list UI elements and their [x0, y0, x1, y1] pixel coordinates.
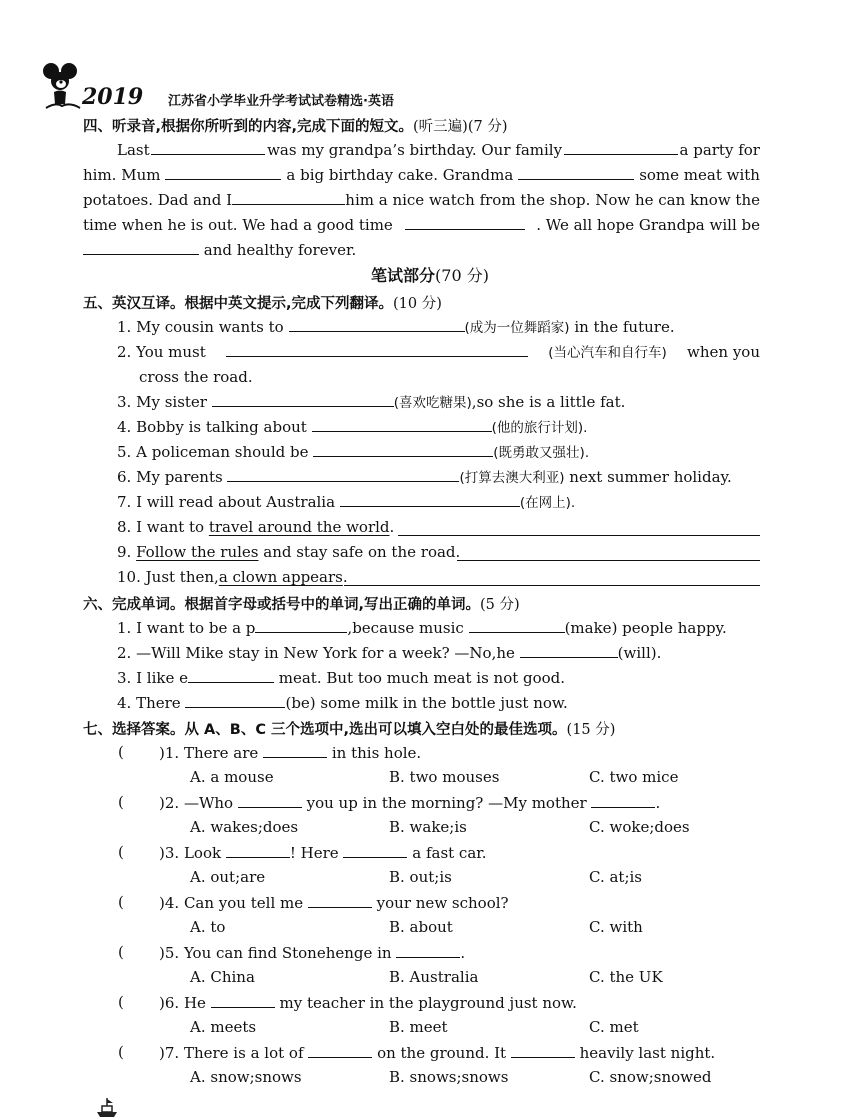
mouse-mascot-icon: [40, 62, 88, 110]
option-c[interactable]: C. woke;does: [589, 818, 690, 836]
question-text: I want to: [136, 518, 209, 536]
answer-blank[interactable]: [405, 215, 525, 230]
option-c[interactable]: C. the UK: [589, 968, 663, 986]
question-text: a clown appears: [218, 568, 343, 586]
translation-item-6: [117, 467, 732, 488]
question-text: Just then,: [145, 568, 219, 586]
passage-text: a party for: [679, 141, 760, 159]
answer-blank: [591, 793, 655, 808]
translation-item-10: [117, 567, 348, 587]
option-a[interactable]: A. a mouse: [190, 768, 274, 786]
answer-paren[interactable]: (: [118, 743, 124, 761]
question-text: 9.: [117, 543, 132, 561]
question-text: You must: [136, 343, 206, 361]
question-text: )7.: [159, 1044, 180, 1062]
page-header: [40, 62, 400, 110]
section-6-heading: [83, 593, 520, 614]
choice-question-1: [159, 743, 421, 763]
header-year: 2019: [82, 84, 144, 110]
option-b[interactable]: B. meet: [389, 1018, 448, 1036]
answer-blank: [511, 1043, 575, 1058]
question-text: 10.: [117, 568, 141, 586]
answer-blank: [308, 1043, 372, 1058]
option-c[interactable]: C. two mice: [589, 768, 679, 786]
question-text: ,because music: [347, 619, 464, 637]
translation-item-7: [117, 492, 575, 513]
word-item-4: [117, 693, 568, 713]
answer-blank[interactable]: [564, 140, 678, 155]
passage-text: a big birthday cake. Grandma: [286, 166, 514, 184]
translation-item-1: [117, 317, 675, 338]
choice-question-2: [159, 793, 660, 813]
answer-blank[interactable]: [232, 190, 345, 205]
answer-blank[interactable]: [165, 165, 281, 180]
answer-blank: [263, 743, 327, 758]
written-points: (70 分): [435, 266, 489, 285]
section-6-points: (5 分): [480, 597, 520, 613]
translation-item-4: [117, 417, 587, 438]
translation-item-3: [117, 392, 625, 413]
question-text: I like e: [136, 669, 188, 687]
written-part-title: [0, 263, 860, 286]
question-text: Bobby is talking about: [136, 418, 307, 436]
answer-blank: [238, 793, 302, 808]
question-text: [117, 342, 206, 362]
question-text: He: [183, 994, 206, 1012]
question-text: 2.: [117, 343, 132, 361]
question-text: when you: [687, 343, 760, 361]
option-c[interactable]: C. snow;snowed: [589, 1068, 712, 1086]
option-b[interactable]: B. snows;snows: [389, 1068, 509, 1086]
option-a[interactable]: A. snow;snows: [190, 1068, 302, 1086]
section-5-heading: [83, 292, 442, 313]
question-text: My cousin wants to: [136, 318, 284, 336]
passage-text: potatoes. Dad and I: [83, 191, 233, 209]
question-text: There are: [183, 744, 259, 762]
written-title: 笔试部分: [371, 266, 436, 285]
passage-line-1: [117, 140, 760, 160]
question-text: Can you tell me: [183, 894, 304, 912]
question-text: 3.: [117, 669, 132, 687]
translation-item-5: [117, 442, 589, 463]
passage-text: and healthy forever.: [203, 241, 357, 259]
answer-paren[interactable]: (: [118, 893, 124, 911]
answer-paren[interactable]: (: [118, 993, 124, 1011]
question-text: travel around the world: [208, 518, 390, 536]
option-c[interactable]: C. with: [589, 918, 643, 936]
answer-blank[interactable]: [188, 668, 274, 683]
question-text: 6.: [117, 468, 132, 486]
option-b[interactable]: B. about: [389, 918, 453, 936]
translation-item-8: [117, 517, 394, 537]
passage-text: him a nice watch from the shop. Now he can know the: [345, 191, 760, 209]
question-text: ,so she is a little fat.: [471, 393, 626, 411]
option-a[interactable]: A. China: [190, 968, 255, 986]
question-text: .: [460, 944, 466, 962]
passage-text: some meat with: [639, 166, 760, 184]
question-text: 3.: [117, 393, 132, 411]
answer-paren[interactable]: (: [118, 1043, 124, 1061]
translation-item-9: [117, 542, 460, 562]
answer-line[interactable]: [344, 571, 760, 586]
question-text: I want to be a p: [136, 619, 256, 637]
answer-blank[interactable]: [151, 140, 265, 155]
question-text: My parents: [136, 468, 223, 486]
section-4-title: 四、听录音,根据你所听到的内容,完成下面的短文。: [83, 119, 414, 135]
question-text: (成为一位舞蹈家): [464, 320, 570, 336]
passage-line-3: [83, 190, 760, 210]
passage-line-5: [83, 240, 356, 260]
question-text: and stay safe on the road.: [258, 543, 461, 561]
question-text: .: [389, 518, 395, 536]
question-text: (will).: [617, 644, 662, 662]
option-b[interactable]: B. out;is: [389, 868, 452, 886]
word-item-3: [117, 668, 565, 688]
question-text: you up in the morning? —My mother: [306, 794, 587, 812]
section-5-points: (10 分): [393, 296, 442, 312]
answer-blank[interactable]: [255, 618, 347, 633]
section-4-heading: [83, 115, 507, 136]
question-text: 8.: [117, 518, 132, 536]
question-text: (当心汽车和自行车): [548, 345, 667, 361]
section-7-title: 七、选择答案。从 A、B、C 三个选项中,选出可以填入空白处的最佳选项。: [83, 722, 567, 738]
question-text: —Who: [183, 794, 234, 812]
question-text: You can find Stonehenge in: [183, 944, 392, 962]
question-text: I will read about Australia: [136, 493, 336, 511]
choice-question-3: [159, 843, 487, 863]
question-text: )3.: [159, 844, 180, 862]
answer-blank[interactable]: [185, 693, 285, 708]
question-text: (make) people happy.: [564, 619, 727, 637]
question-text: 4.: [117, 418, 132, 436]
answer-blank: [396, 943, 460, 958]
question-text: in the future.: [569, 318, 675, 336]
question-text: (在网上).: [519, 495, 576, 511]
question-text: Look: [183, 844, 222, 862]
question-text: 7.: [117, 493, 132, 511]
passage-text: was my grandpa’s birthday. Our family: [267, 141, 563, 159]
answer-blank[interactable]: [312, 417, 492, 432]
translation-item-2: [117, 342, 760, 363]
question-text: 1.: [117, 619, 132, 637]
question-text: .: [655, 794, 661, 812]
question-text: ! Here: [289, 844, 339, 862]
answer-blank: [308, 893, 372, 908]
answer-blank[interactable]: [227, 467, 459, 482]
option-b[interactable]: B. two mouses: [389, 768, 500, 786]
answer-blank: [343, 843, 407, 858]
option-a[interactable]: A. meets: [190, 1018, 257, 1036]
section-4-points: (听三遍)(7 分): [413, 119, 508, 135]
question-text: My sister: [136, 393, 207, 411]
question-text: heavily last night.: [579, 1044, 716, 1062]
answer-blank[interactable]: [212, 392, 394, 407]
question-text: a fast car.: [412, 844, 487, 862]
question-text: 4.: [117, 694, 132, 712]
question-text: 2.: [117, 644, 132, 662]
answer-blank[interactable]: [289, 317, 465, 332]
section-7-heading: [83, 718, 615, 739]
passage-line-4: [83, 215, 760, 235]
answer-blank[interactable]: [313, 442, 493, 457]
passage-text: . We all hope Grandpa will be: [536, 216, 760, 234]
option-a[interactable]: A. wakes;does: [190, 818, 299, 836]
choice-question-6: [159, 993, 577, 1013]
answer-blank[interactable]: [520, 643, 618, 658]
answer-blank[interactable]: [83, 240, 199, 255]
option-c[interactable]: C. at;is: [589, 868, 642, 886]
answer-paren[interactable]: (: [118, 943, 124, 961]
question-text: next summer holiday.: [564, 468, 732, 486]
option-a[interactable]: A. out;are: [190, 868, 266, 886]
question-text: in this hole.: [331, 744, 422, 762]
answer-paren[interactable]: (: [118, 843, 124, 861]
word-item-1: [117, 618, 727, 638]
answer-blank[interactable]: [226, 342, 528, 357]
question-text: .: [342, 568, 348, 586]
question-text: (他的旅行计划).: [491, 420, 588, 436]
answer-blank[interactable]: [518, 165, 634, 180]
question-text: )6.: [159, 994, 180, 1012]
question-text: )1.: [159, 744, 180, 762]
question-text: your new school?: [376, 894, 509, 912]
option-a[interactable]: A. to: [190, 918, 226, 936]
question-text: )2.: [159, 794, 180, 812]
choice-question-5: [159, 943, 465, 963]
option-c[interactable]: C. met: [589, 1018, 639, 1036]
option-b[interactable]: B. Australia: [389, 968, 479, 986]
passage-text: Last: [117, 141, 150, 159]
question-text: meat. But too much meat is not good.: [274, 669, 566, 687]
ship-icon: [94, 1096, 120, 1118]
question-text: —Will Mike stay in New York for a week? —No,he: [136, 644, 515, 662]
passage-text: time when he is out. We had a good time: [83, 216, 393, 234]
answer-line[interactable]: [457, 546, 760, 561]
answer-paren[interactable]: (: [118, 793, 124, 811]
answer-blank: [211, 993, 275, 1008]
answer-blank[interactable]: [469, 618, 565, 633]
choice-question-4: [159, 893, 509, 913]
question-text: (既勇敢又强壮).: [493, 445, 590, 461]
question-text: (喜欢吃糖果): [393, 395, 472, 411]
question-text: There: [136, 694, 181, 712]
section-6-title: 六、完成单词。根据首字母或括号中的单词,写出正确的单词。: [83, 597, 481, 613]
question-text: )4.: [159, 894, 180, 912]
question-text: (be) some milk in the bottle just now.: [285, 694, 568, 712]
answer-blank: [226, 843, 290, 858]
header-title: 江苏省小学毕业升学考试试卷精选·英语: [168, 94, 394, 109]
choice-question-7: [159, 1043, 715, 1063]
question-text: 1.: [117, 318, 132, 336]
question-text: A policeman should be: [136, 443, 309, 461]
passage-line-2: [83, 165, 760, 185]
question-text: )5.: [159, 944, 180, 962]
word-item-2: [117, 643, 661, 663]
answer-line[interactable]: [398, 521, 760, 536]
question-text: There is a lot of: [183, 1044, 304, 1062]
question-text: on the ground. It: [377, 1044, 507, 1062]
translation-item-2-cont: cross the road.: [139, 368, 253, 386]
question-text: my teacher in the playground just now.: [279, 994, 577, 1012]
section-5-title: 五、英汉互译。根据中英文提示,完成下列翻译。: [83, 296, 394, 312]
answer-blank[interactable]: [340, 492, 520, 507]
question-text: (打算去澳大利亚): [459, 470, 565, 486]
section-7-points: (15 分): [566, 722, 616, 738]
question-text: 5.: [117, 443, 132, 461]
option-b[interactable]: B. wake;is: [389, 818, 467, 836]
question-text: Follow the rules: [136, 543, 259, 561]
passage-text: him. Mum: [83, 166, 161, 184]
